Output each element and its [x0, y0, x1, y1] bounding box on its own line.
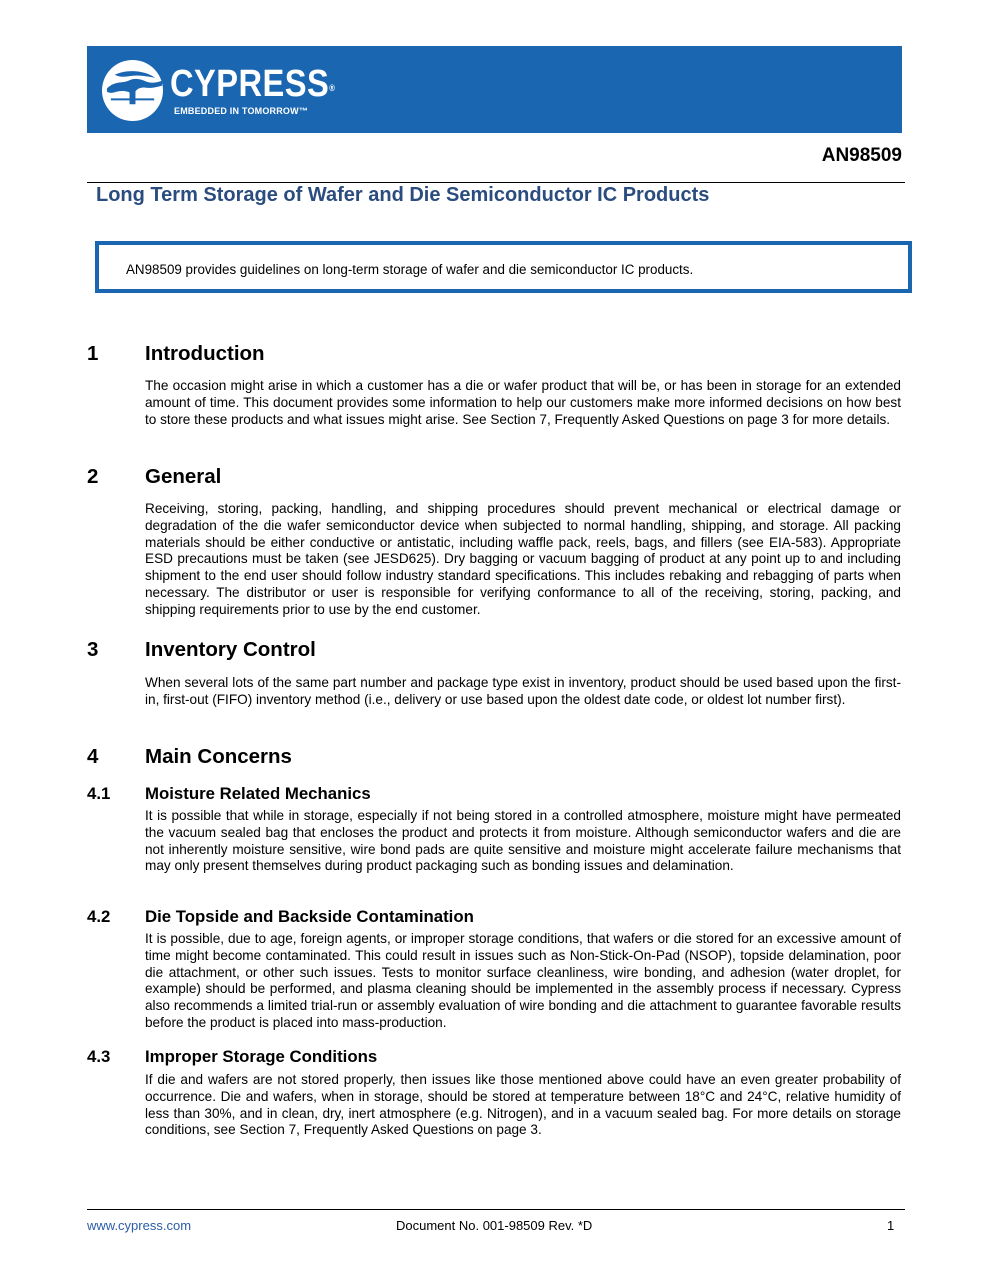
footer-document-number: Document No. 001-98509 Rev. *D	[396, 1218, 593, 1233]
section-3-body: When several lots of the same part number and package type exist in inventory, product should be used based upon the first-in, first-out (FIFO) inventory method (i.e., delivery or use based upon the oldest date code, or oldest lot number first).	[145, 675, 901, 707]
section-number: 3	[87, 638, 99, 661]
subsection-4-1-body: It is possible that while in storage, especially if not being stored in a controlled atmosphere, moisture might have permeated the vacuum sealed bag that encloses the product and protects it from moisture. Although semiconductor wafers and die are not inherently moisture sensitive, wire bond pads are quite sensitive and moisture might accelerate failure mechanisms that may only present themselves during product packaging such as bonding issues and delamination.	[145, 808, 901, 874]
abstract-text: AN98509 provides guidelines on long-term storage of wafer and die semiconductor IC products.	[126, 262, 694, 277]
subsection-title: Moisture Related Mechanics	[145, 784, 371, 803]
subsection-number: 4.1	[87, 784, 111, 803]
subsection-number: 4.2	[87, 907, 111, 926]
section-number: 1	[87, 342, 99, 365]
section-title: Introduction	[145, 342, 265, 365]
footer-page-number: 1	[887, 1218, 895, 1233]
document-title: Long Term Storage of Wafer and Die Semiconductor IC Products	[96, 184, 710, 206]
footer-rule	[87, 1209, 905, 1210]
abstract-box	[95, 241, 912, 293]
section-title: Inventory Control	[145, 638, 316, 661]
subsection-title: Improper Storage Conditions	[145, 1047, 378, 1066]
title-rule	[87, 182, 905, 183]
subsection-4-3-body: If die and wafers are not stored properly, then issues like those mentioned above could have an even greater probability of occurrence. Die and wafers, when in storage, should be stored at temperature between 18°C and 24°C, relative humidity of less than 30%, and in clean, dry, inert atmosphere (e.g. Nitrogen), and in a vacuum sealed bag. For more details on storage conditions, see Section 7, Frequently Asked Questions on page 3.	[145, 1072, 901, 1138]
section-title: General	[145, 465, 222, 488]
brand-wordmark: CYPRESS®	[170, 63, 336, 105]
header-banner	[87, 46, 902, 133]
subsection-title: Die Topside and Backside Contamination	[145, 907, 474, 926]
subsection-4-2-body: It is possible, due to age, foreign agents, or improper storage conditions, that wafers or die stored for an excessive amount of time might become contaminated. This could result in issues such as Non-Stick-On-Pad (NSOP), topside delamination, poor die attachment, or other such issues. Tests to monitor surface cleanliness, wire bonding, and adhesion (water droplet, for example) should be performed, and plasma cleaning should be implemented in the assembly process if necessary. Cypress also recommends a limited trial-run or assembly evaluation of wire bonding and die attachment to guarantee favorable results before the product is placed into mass-production.	[145, 931, 901, 1030]
subsection-number: 4.3	[87, 1047, 111, 1066]
section-number: 2	[87, 465, 99, 488]
document-id: AN98509	[821, 145, 902, 166]
section-title: Main Concerns	[145, 745, 292, 768]
footer-website-link[interactable]: www.cypress.com	[87, 1218, 192, 1233]
section-1-body: The occasion might arise in which a customer has a die or wafer product that will be, or has been in storage for an extended amount of time. This document provides some information to help our customers make more informed decisions on how best to store these products and what issues might arise. See Section 7, Frequently Asked Questions on page 3 for more details.	[145, 378, 901, 427]
section-2-body: Receiving, storing, packing, handling, and shipping procedures should prevent mechanical or electrical damage or degradation of the die wafer semiconductor device when subjected to normal handling, shipping, and storage. All packing materials should be either conductive or antistatic, including waffle pack, reels, bags, and fillers (see EIA-583). Appropriate ESD precautions must be taken (see JESD625). Dry bagging or vacuum bagging of product at any point up to and including shipment to the end user should follow industry standard specifications. This includes rebaking and rebagging of parts when necessary. The distributor or user is responsible for verifying conformance to all of the receiving, storing, packing, and shipping requirements prior to use by the end customer.	[145, 501, 901, 617]
cypress-tree-logo-icon	[101, 59, 164, 122]
brand-tagline: EMBEDDED IN TOMORROW™	[174, 106, 309, 116]
section-number: 4	[87, 745, 99, 768]
